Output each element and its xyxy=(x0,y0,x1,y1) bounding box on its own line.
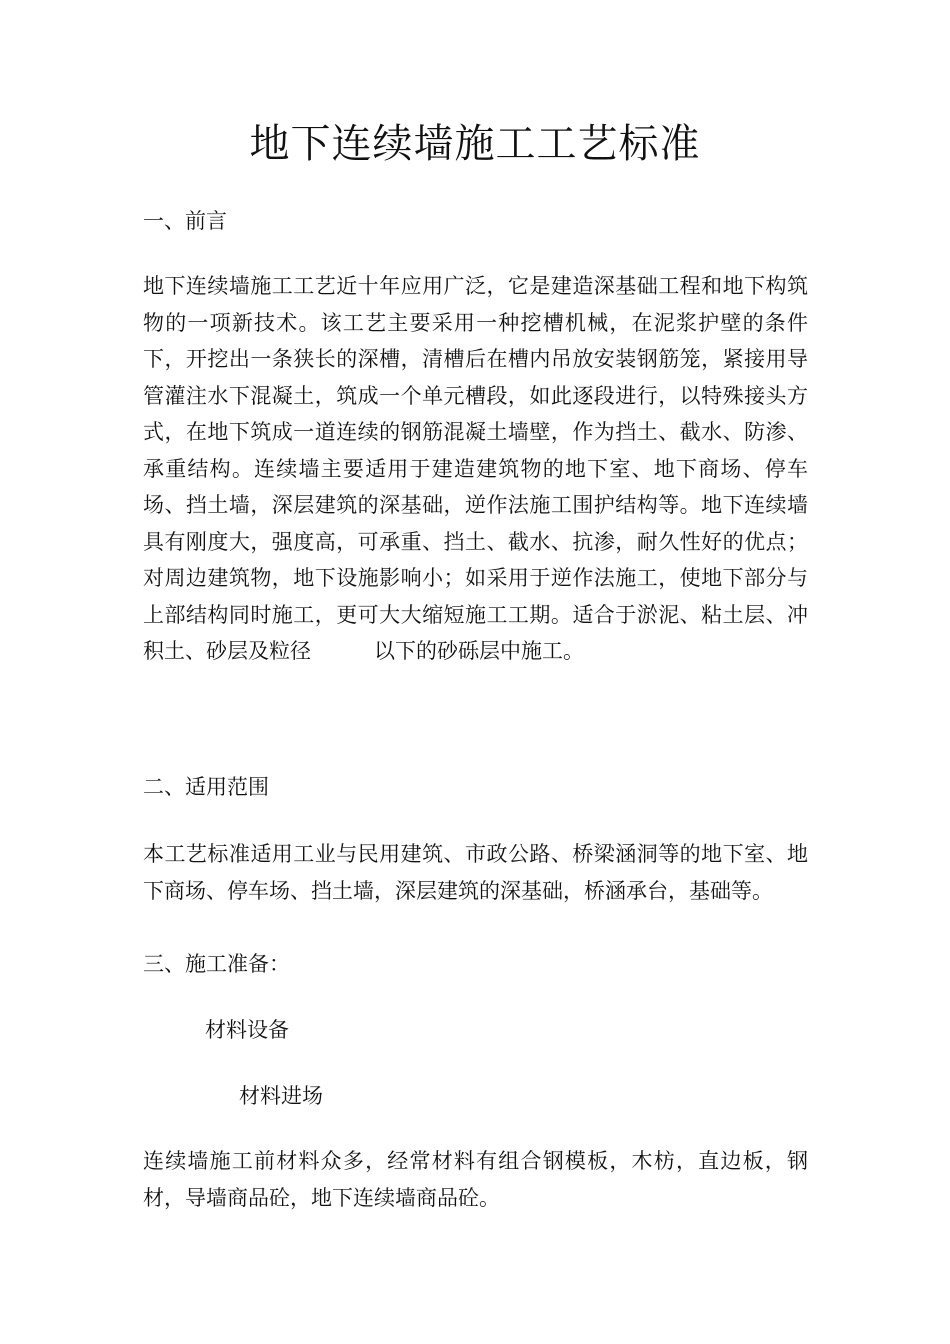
subheading-materials-arrival: 材料进场 xyxy=(239,1084,323,1108)
section-heading-preparation: 三、施工准备： xyxy=(143,952,290,976)
section-heading-preface: 一、前言 xyxy=(143,209,227,233)
subheading-materials-equipment: 材料设备 xyxy=(205,1018,289,1042)
paragraph-preface: 地下连续墙施工工艺近十年应用广泛，它是建造深基础工程和地下构筑物的一项新技术。该工艺主要采用一种挖槽机械，在泥浆护壁的条件下，开挖出一条狭长的深槽，清槽后在槽内吊放安装钢筋笼，紧接用导管灌注水下混凝土，筑成一个单元槽段，如此逐段进行，以特殊接头方式，在地下筑成一道连续的钢筋混凝土墙壁，作为挡土、截水、防渗、承重结构。连续墙主要适用于建造建筑物的地下室、地下商场、停车场、挡土墙，深层建筑的深基础，逆作法施工围护结构等。地下连续墙具有刚度大，强度高，可承重、挡土、截水、抗渗，耐久性好的优点；对周边建筑物，地下设施影响小；如采用于逆作法施工，使地下部分与上部结构同时施工，更可大大缩短施工工期。适合于淤泥、粘土层、冲积土、砂层及粒径 以下的砂砾层中施工。 xyxy=(143,274,808,663)
paragraph-materials: 连续墙施工前材料众多，经常材料有组合钢模板，木枋，直边板，钢材，导墙商品砼，地下连续墙商品砼。 xyxy=(143,1149,808,1210)
document-title: 地下连续墙施工工艺标准 xyxy=(249,121,701,167)
section-heading-scope: 二、适用范围 xyxy=(143,775,269,799)
paragraph-scope: 本工艺标准适用工业与民用建筑、市政公路、桥梁涵洞等的地下室、地下商场、停车场、挡土墙，深层建筑的深基础，桥涵承台，基础等。 xyxy=(143,842,808,903)
